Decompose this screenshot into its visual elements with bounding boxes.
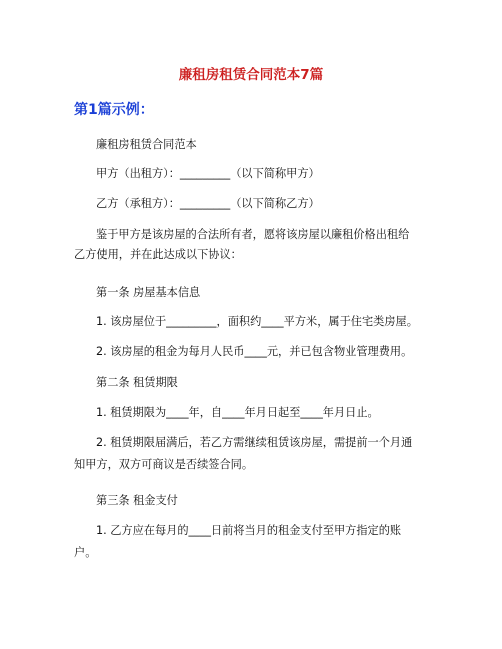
paragraph-preamble-line2: 乙方使用，并在此达成以下协议：	[74, 248, 242, 261]
article-3-heading: 第三条 租金支付	[96, 494, 178, 507]
article-2-heading: 第二条 租赁期限	[96, 376, 178, 389]
article-1-item-2: 2. 该房屋的租金为每月人民币____元，并已包含物业管理费用。	[96, 345, 413, 358]
paragraph-party-b: 乙方（承租方）：_________（以下简称乙方）	[96, 197, 320, 210]
article-2-item-2-line1: 2. 租赁期限届满后，若乙方需继续租赁该房屋，需提前一个月通	[96, 436, 413, 449]
document-title: 廉租房租赁合同范本7篇	[178, 67, 324, 83]
article-2-item-1: 1. 租赁期限为____年，自____年月日起至____年月日止。	[96, 406, 379, 419]
article-1-item-1: 1. 该房屋位于_________，面积约____平方米，属于住宅类房屋。	[96, 315, 418, 328]
article-1-heading: 第一条 房屋基本信息	[96, 286, 201, 299]
article-2-item-2-line2: 知甲方，双方可商议是否续签合同。	[74, 458, 254, 471]
section-heading: 第1篇示例：	[74, 102, 154, 118]
paragraph-party-a: 甲方（出租方）：_________（以下简称甲方）	[96, 167, 320, 180]
paragraph-preamble-line1: 鉴于甲方是该房屋的合法所有者，愿将该房屋以廉租价格出租给	[96, 228, 410, 241]
article-3-item-1-line2: 户。	[74, 546, 97, 559]
paragraph-contract-name: 廉租房租赁合同范本	[96, 138, 197, 151]
article-3-item-1-line1: 1. 乙方应在每月的____日前将当月的租金支付至甲方指定的账	[96, 524, 402, 537]
